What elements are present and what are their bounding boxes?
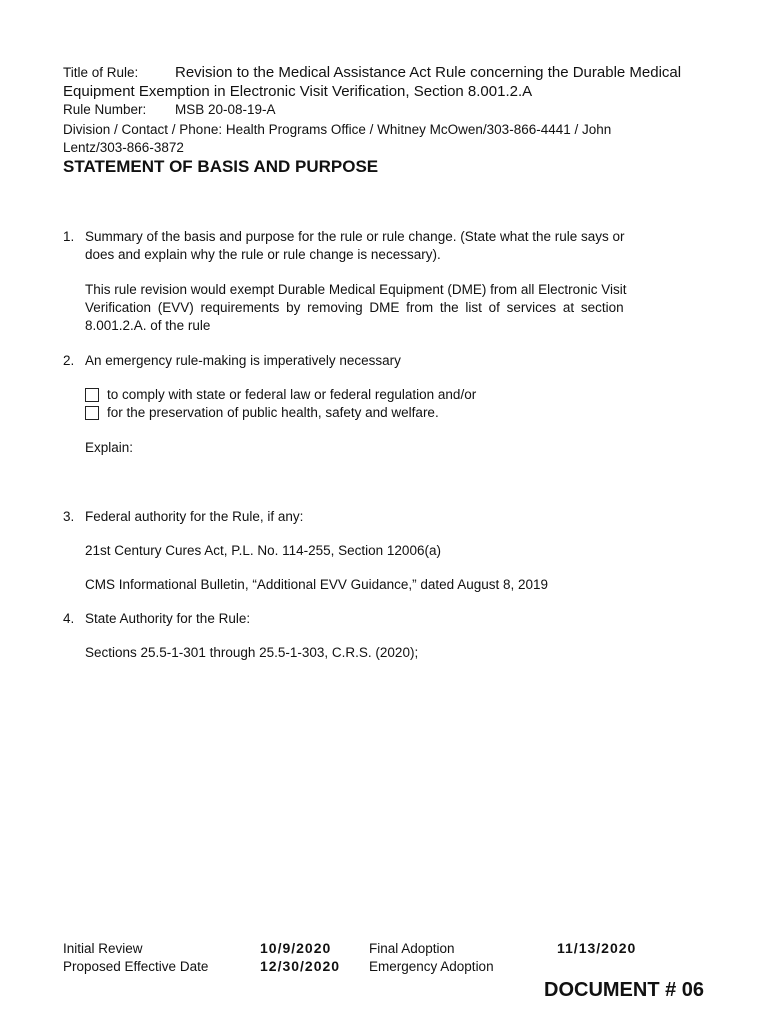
rule-number-label: Rule Number: — [63, 102, 147, 117]
emergency-adoption-label: Emergency Adoption — [369, 959, 494, 974]
document-number: DOCUMENT # 06 — [544, 979, 705, 1001]
item-3-body-2: CMS Informational Bulletin, “Additional EVV Guidance,” dated August 8, 2019 — [85, 577, 549, 592]
option-1-label: to comply with state or federal law or federal regulation and/or — [107, 387, 477, 402]
title-of-rule-line1: Revision to the Medical Assistance Act Rule concerning the Durable Medical — [175, 64, 682, 81]
final-adoption-date: 11/13/2020 — [557, 940, 637, 956]
item-1-text-line1: Summary of the basis and purpose for the rule or rule change. (State what the rule says or — [85, 229, 625, 244]
item-4-body-1: Sections 25.5-1-301 through 25.5-1-303, C.R.S. (2020); — [85, 645, 419, 660]
item-2-number: 2. — [63, 353, 75, 368]
proposed-effective-date: 12/30/2020 — [260, 958, 341, 974]
page-title: STATEMENT OF BASIS AND PURPOSE — [63, 157, 379, 176]
division-contact-line2: Lentz/303-866-3872 — [63, 140, 184, 155]
item-2-option-2[interactable] — [85, 403, 439, 422]
item-1-body-line2: Verification (EVV) requirements by removing DME from the list of services at section — [85, 300, 624, 315]
title-of-rule-line2: Equipment Exemption in Electronic Visit Verification, Section 8.001.2.A — [63, 83, 533, 100]
proposed-effective-label: Proposed Effective Date — [63, 959, 209, 974]
initial-review-label: Initial Review — [63, 941, 143, 956]
option-2-label: for the preservation of public health, safety and welfare. — [107, 405, 439, 420]
rule-number-value: MSB 20-08-19-A — [175, 102, 276, 117]
title-of-rule-label: Title of Rule: — [63, 65, 139, 80]
item-1-body-line1: This rule revision would exempt Durable Medical Equipment (DME) from all Electronic Visit — [85, 282, 627, 297]
explain-label: Explain: — [85, 440, 134, 455]
division-contact-line1: Division / Contact / Phone: Health Programs Office / Whitney McOwen/303-866-4441 / John — [63, 122, 612, 137]
checkbox-comply-law[interactable] — [85, 388, 99, 402]
item-1-text-line2: does and explain why the rule or rule change is necessary). — [85, 247, 441, 262]
item-1-number: 1. — [63, 229, 75, 244]
final-adoption-label: Final Adoption — [369, 941, 455, 956]
item-4-number: 4. — [63, 611, 75, 626]
initial-review-date: 10/9/2020 — [260, 940, 332, 956]
item-3-text: Federal authority for the Rule, if any: — [85, 509, 304, 524]
item-3-number: 3. — [63, 509, 75, 524]
item-2-text: An emergency rule-making is imperatively necessary — [85, 353, 401, 368]
item-4-text: State Authority for the Rule: — [85, 611, 251, 626]
item-2-option-1[interactable] — [85, 385, 476, 404]
item-3-body-1: 21st Century Cures Act, P.L. No. 114-255, Section 12006(a) — [85, 543, 441, 558]
checkbox-public-health[interactable] — [85, 406, 99, 420]
item-1-body-line3: 8.001.2.A. of the rule — [85, 318, 211, 333]
